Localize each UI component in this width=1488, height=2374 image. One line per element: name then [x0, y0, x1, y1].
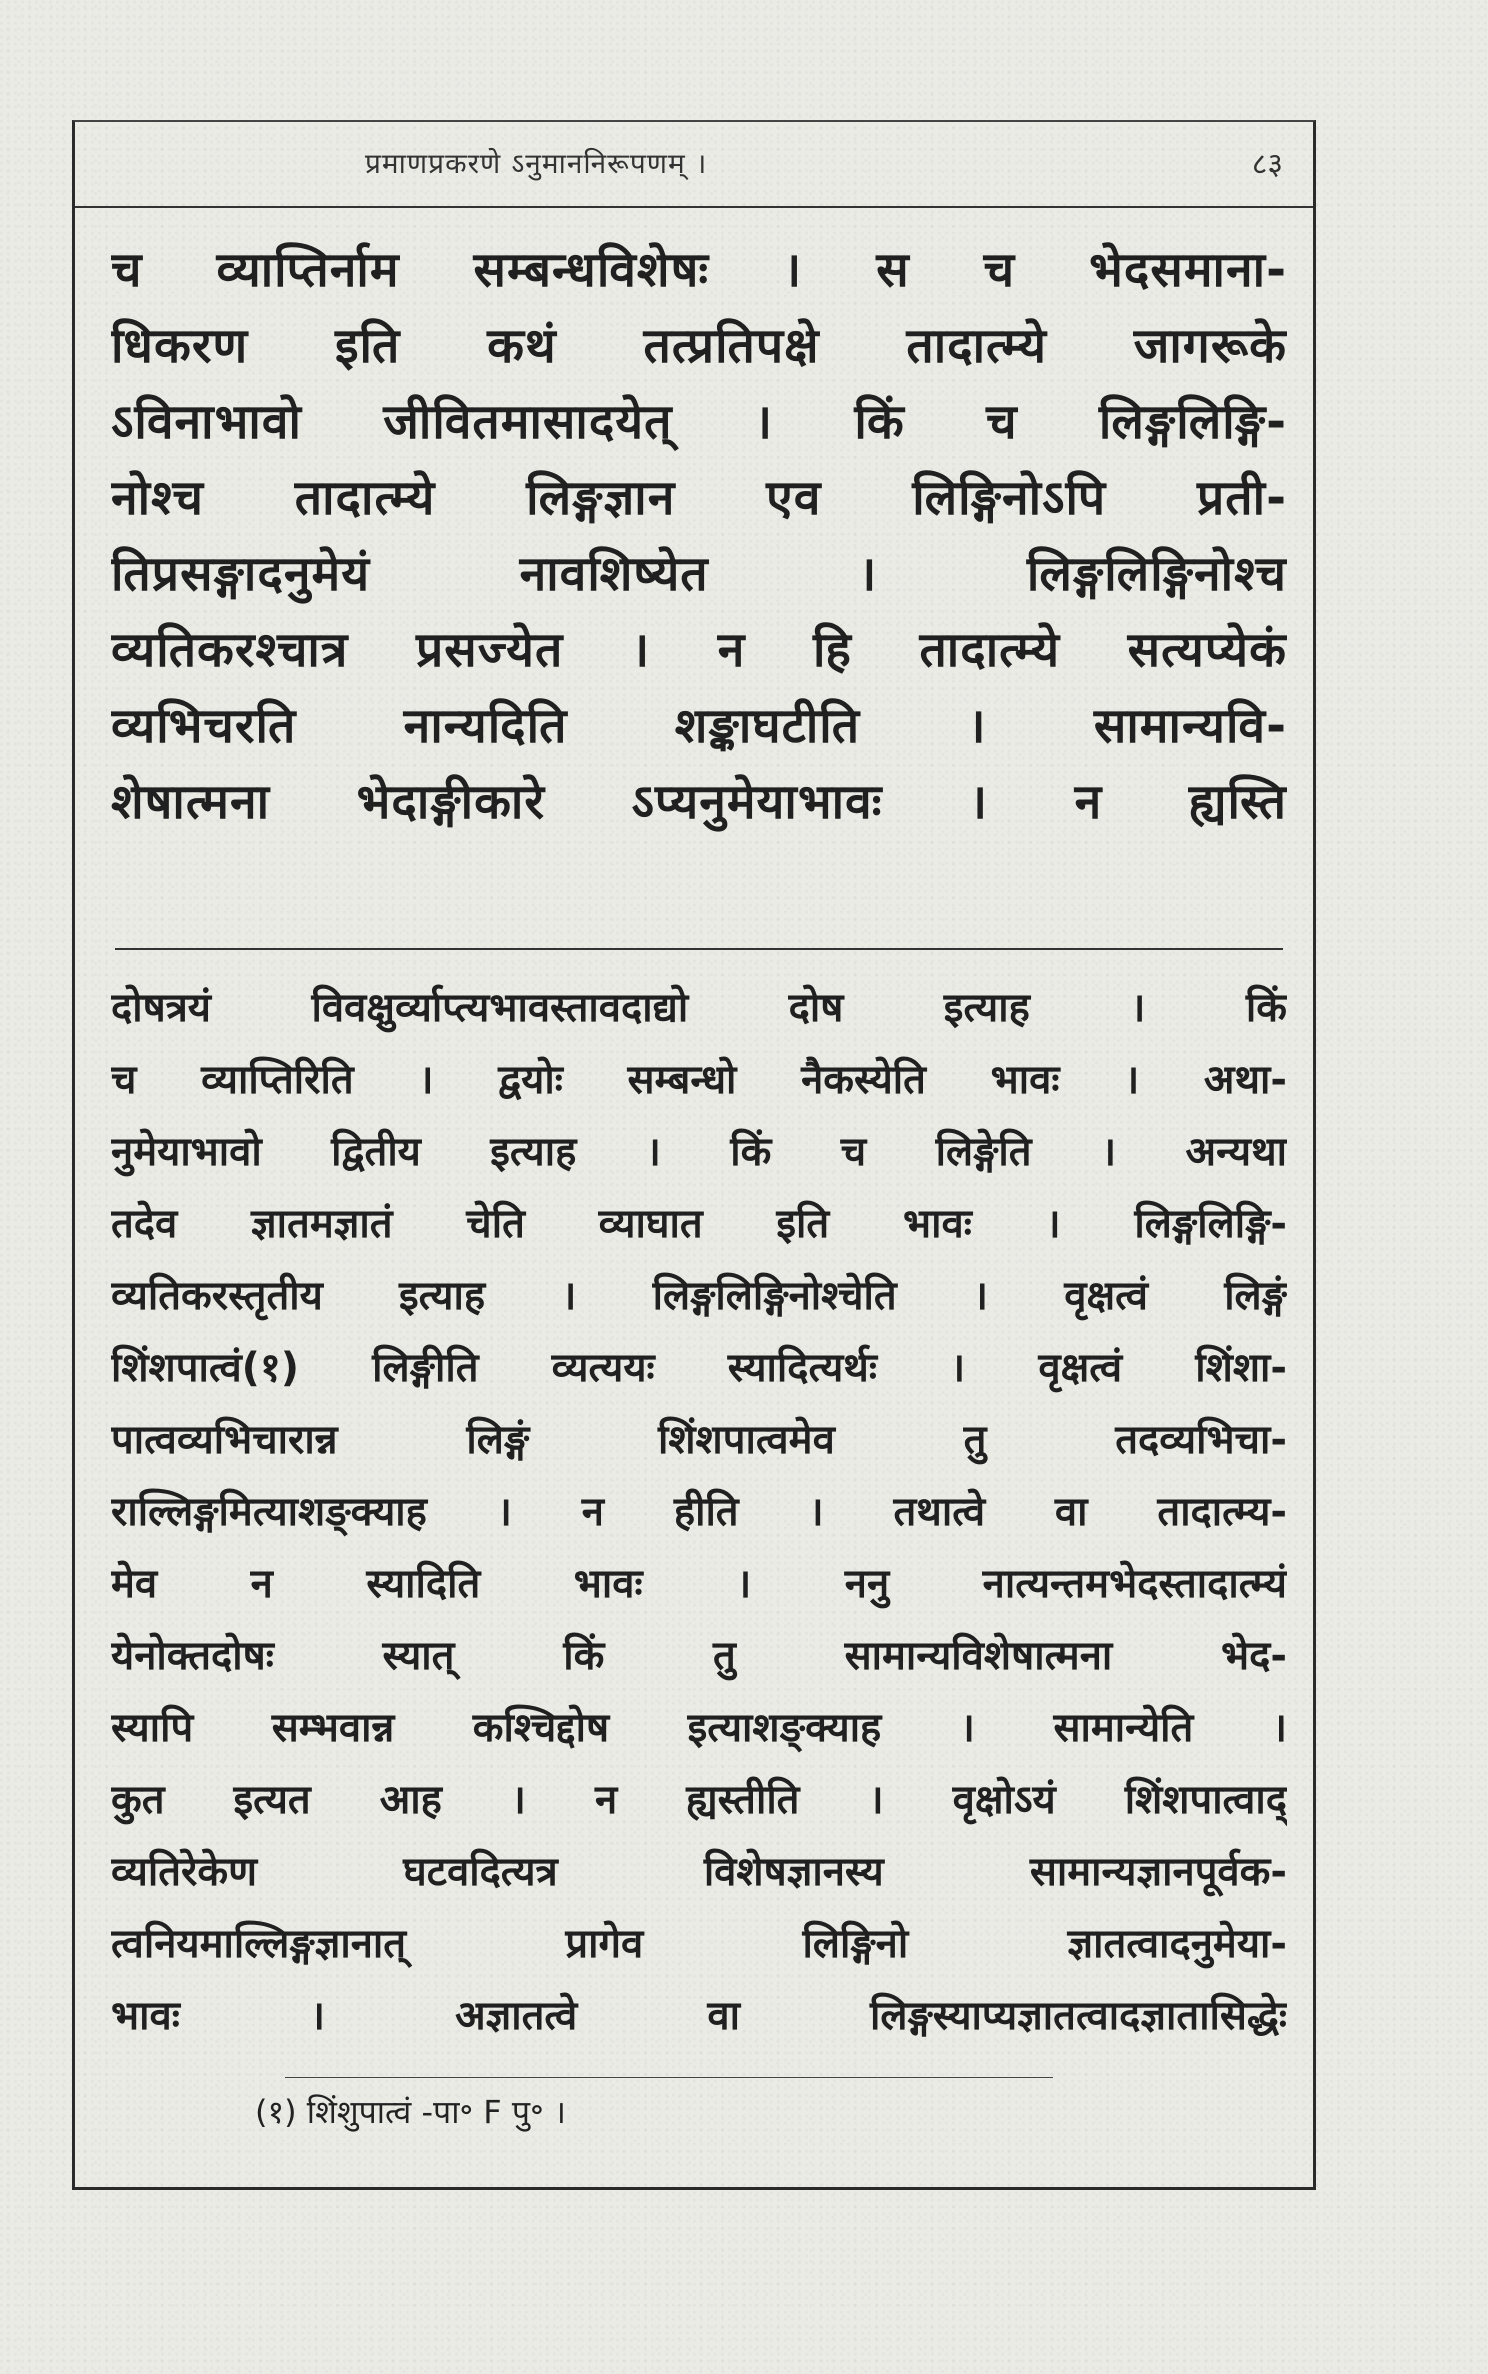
commentary-line: व्यतिरेकेण घटवदित्यत्र विशेषज्ञानस्य सामान्यज्ञानपूर्वक-: [111, 1849, 1287, 1895]
commentary-line: स्यापि सम्भवान्न कश्चिद्दोष इत्याशङ्क्याह । सामान्येति ।: [111, 1705, 1287, 1751]
main-text-line: धिकरण इति कथं तत्प्रतिपक्षे तादात्म्ये जागरूके: [111, 318, 1287, 374]
commentary-line: कुत इत्यत आह । न ह्यस्तीति । वृक्षोऽयं शिंशपात्वाद्: [111, 1777, 1287, 1823]
main-text-line: व्यतिकरश्चात्र प्रसज्येत । न हि तादात्म्ये सत्यप्येकं: [111, 622, 1287, 678]
main-text-line: शेषात्मना भेदाङ्गीकारे ऽप्यनुमेयाभावः । न ह्यस्ति: [111, 774, 1287, 830]
commentary-line: राल्लिङ्गमित्याशङ्क्याह । न हीति । तथात्वे वा तादात्म्य-: [111, 1489, 1287, 1535]
commentary-line: नुमेयाभावो द्वितीय इत्याह । किं च लिङ्गेति । अन्यथा: [111, 1129, 1287, 1175]
main-text-line: व्यभिचरति नान्यदिति शङ्काघटीति । सामान्यवि-: [111, 698, 1287, 754]
main-text: [111, 232, 1287, 840]
commentary-line: मेव न स्यादिति भावः । ननु नात्यन्तमभेदस्तादात्म्यं: [111, 1561, 1287, 1607]
header-title: प्रमाणप्रकरणे ऽनुमाननिरूपणम् ।: [365, 147, 708, 180]
main-text-line: ऽविनाभावो जीवितमासादयेत् । किं च लिङ्गलिङ्गि-: [111, 394, 1287, 450]
section-divider: [115, 948, 1283, 950]
commentary-line: पात्वव्यभिचारान्न लिङ्गं शिंशपात्वमेव तु तदव्यभिचा-: [111, 1417, 1287, 1463]
footnote: (१) शिंशुपात्वं -पा॰ F पु॰ ।: [255, 2093, 566, 2131]
commentary-line: तदेव ज्ञातमज्ञातं चेति व्याघात इति भावः । लिङ्गलिङ्गि-: [111, 1201, 1287, 1247]
page-frame: [72, 120, 1316, 2190]
footnote-divider: [285, 2077, 1053, 2078]
running-header: [75, 122, 1313, 208]
page-number: ८३: [1251, 147, 1283, 182]
commentary-line: च व्याप्तिरिति । द्वयोः सम्बन्धो नैकस्येति भावः । अथा-: [111, 1057, 1287, 1103]
main-text-line: च व्याप्तिर्नाम सम्बन्धविशेषः । स च भेदसमाना-: [111, 242, 1287, 298]
commentary-line: दोषत्रयं विवक्षुर्व्याप्त्यभावस्तावदाद्यो दोष इत्याह । किं: [111, 985, 1287, 1031]
commentary-line: येनोक्तदोषः स्यात् किं तु सामान्यविशेषात्मना भेद-: [111, 1633, 1287, 1679]
commentary-line: शिंशपात्वं(१) लिङ्गीति व्यत्ययः स्यादित्यर्थः । वृक्षत्वं शिंशा-: [111, 1345, 1287, 1391]
commentary-line: व्यतिकरस्तृतीय इत्याह । लिङ्गलिङ्गिनोश्चेति । वृक्षत्वं लिङ्गं: [111, 1273, 1287, 1319]
commentary-line: त्वनियमाल्लिङ्गज्ञानात् प्रागेव लिङ्गिनो ज्ञातत्वादनुमेया-: [111, 1921, 1287, 1967]
commentary-line: भावः । अज्ञातत्वे वा लिङ्गस्याप्यज्ञातत्वादज्ञातासिद्धेः: [111, 1993, 1287, 2039]
commentary-text: [111, 972, 1287, 2052]
main-text-line: नोश्च तादात्म्ये लिङ्गज्ञान एव लिङ्गिनोऽपि प्रती-: [111, 470, 1287, 526]
main-text-line: तिप्रसङ्गादनुमेयं नावशिष्येत । लिङ्गलिङ्गिनोश्च: [111, 546, 1287, 602]
